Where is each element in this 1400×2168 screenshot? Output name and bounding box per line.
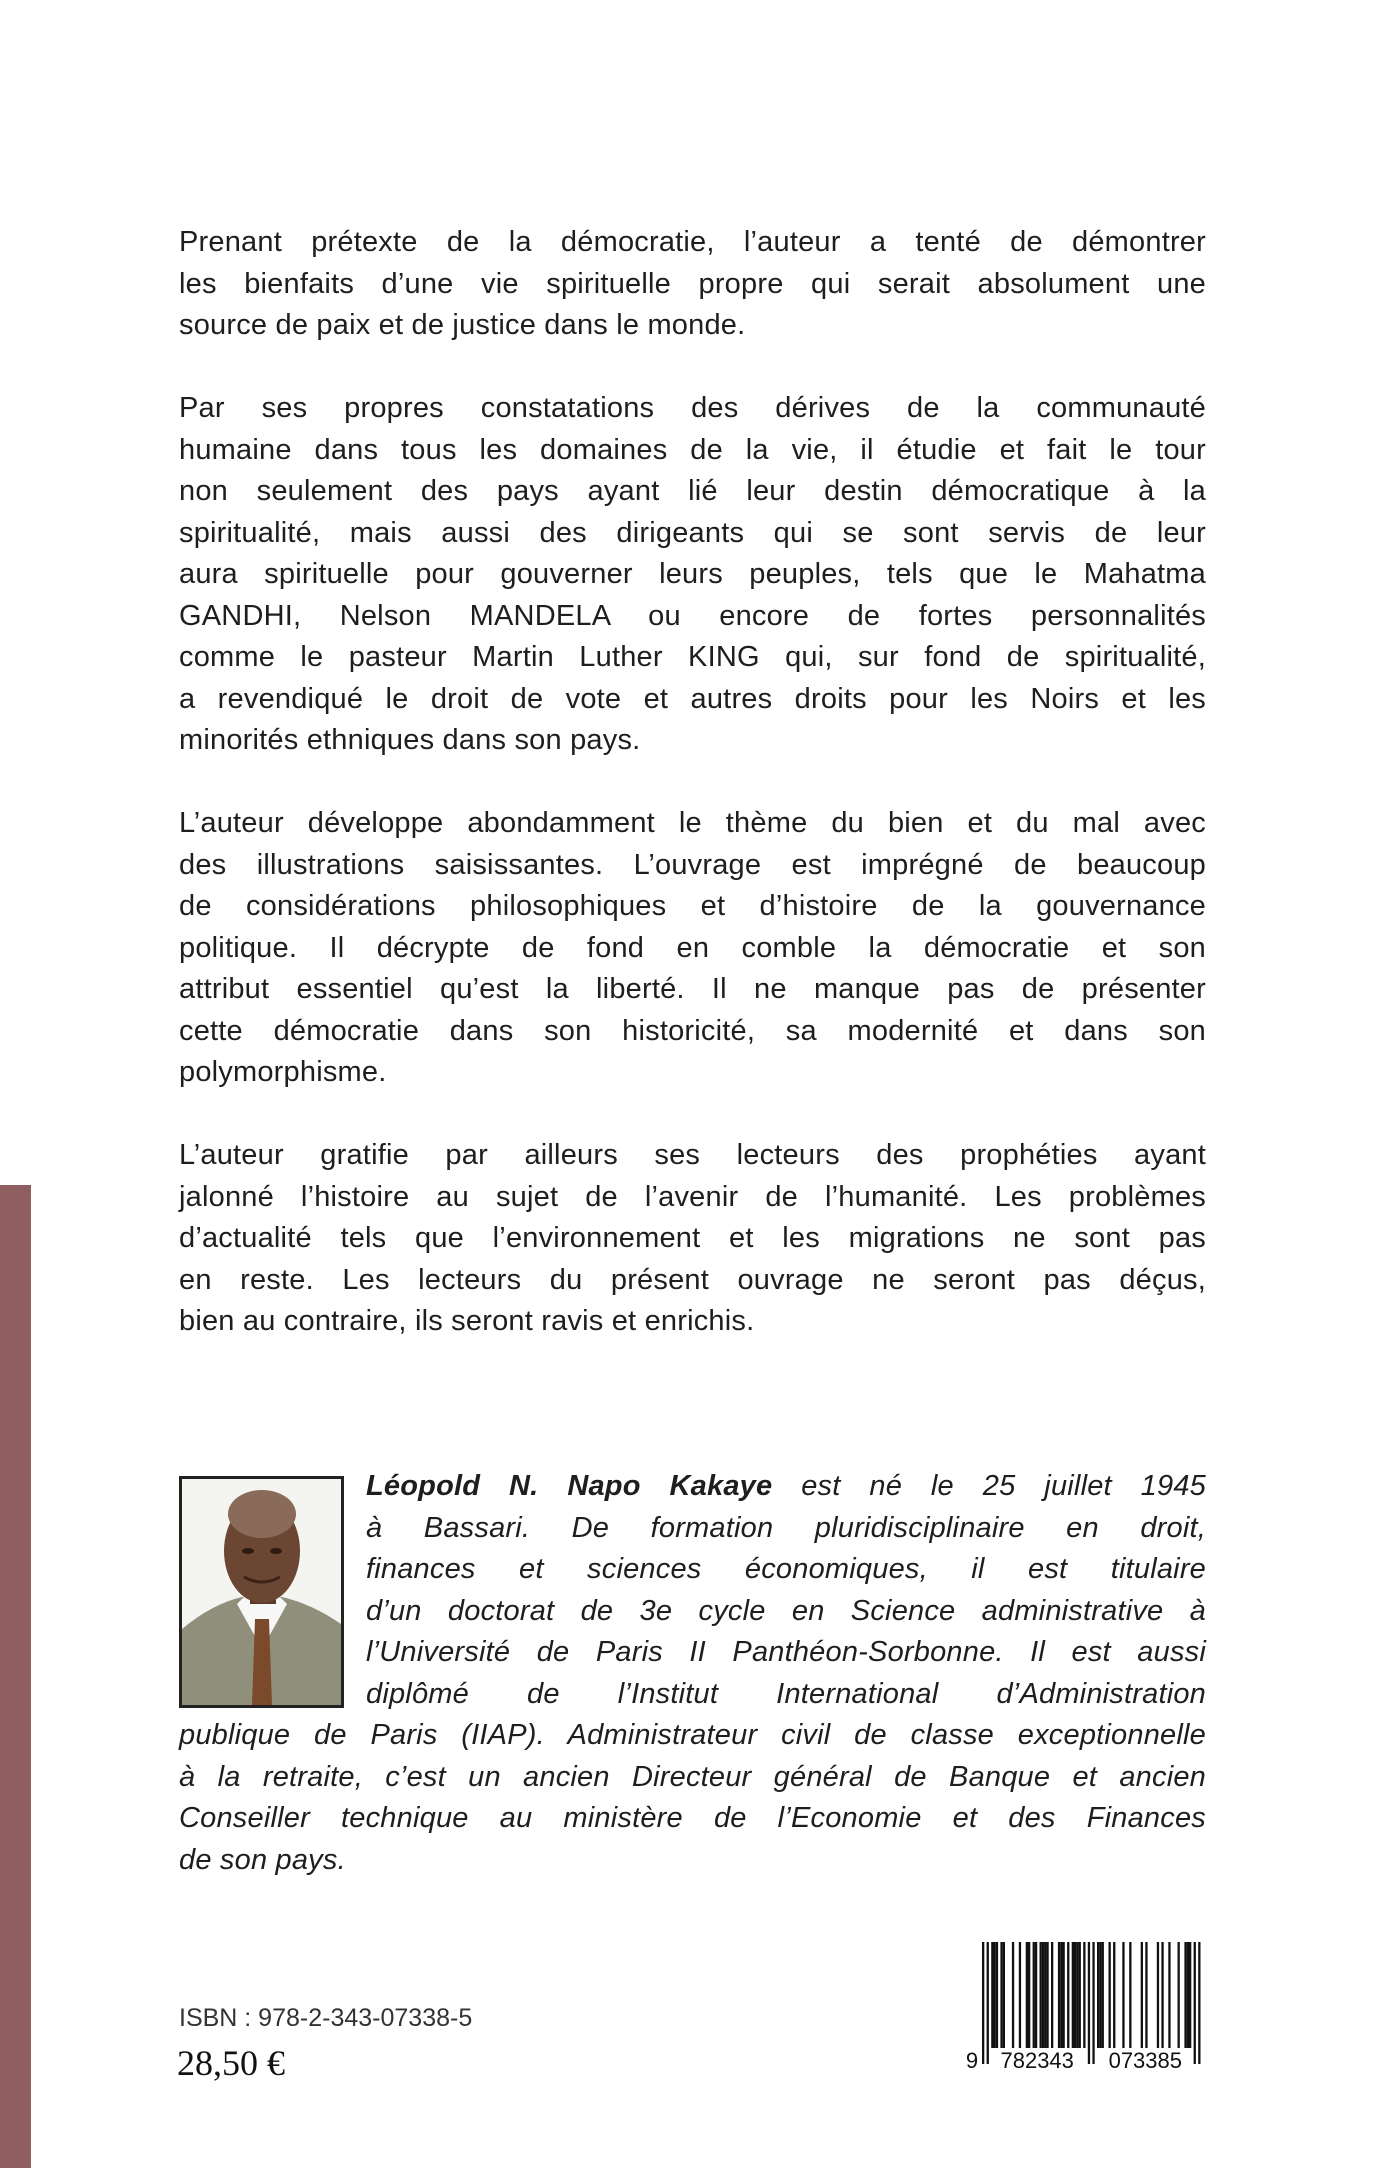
barcode-bar (1028, 1942, 1030, 2048)
barcode-bar (1072, 1942, 1074, 2048)
bio-line: de son pays. (179, 1843, 346, 1876)
barcode-bar (1079, 1942, 1081, 2048)
barcode-bar (1058, 1942, 1060, 2048)
paragraph-gap (179, 347, 1206, 389)
back-cover-blurb (179, 222, 1206, 1343)
blurb-line: des illustrations saisissantes. L’ouvrage est imprégné de beaucoup (179, 848, 1206, 881)
barcode-bar (1000, 1942, 1002, 2048)
barcode-bar (1187, 1942, 1189, 2048)
barcode-bar (991, 1942, 993, 2048)
barcode-bar (1168, 1942, 1170, 2048)
isbn: ISBN : 978-2-343-07338-5 (179, 2004, 473, 2032)
bio-line: diplômé de l’Institut International d’Administration (366, 1677, 1206, 1710)
barcode-bar (1145, 1942, 1147, 2048)
blurb-line: comme le pasteur Martin Luther KING qui, sur fond de spiritualité, (179, 641, 1206, 673)
barcode-bar (1088, 1942, 1090, 2064)
blurb-line: minorités ethniques dans son pays. (179, 724, 641, 756)
blurb-line: Par ses propres constatations des dérives de la communauté (179, 392, 1206, 424)
barcode-bar (1194, 1942, 1196, 2064)
bio-line (366, 1466, 1206, 1508)
blurb-line: jalonné l’histoire au sujet de l’avenir de l’humanité. Les problèmes (179, 1180, 1206, 1213)
blurb-line: cette démocratie dans son historicité, sa modernité et dans son (179, 1014, 1206, 1047)
barcode-bar (1157, 1942, 1159, 2048)
barcode-bar (982, 1942, 984, 2064)
barcode-bar (1161, 1942, 1163, 2048)
barcode-bar (1083, 1942, 1085, 2048)
paragraph-gap (179, 762, 1206, 804)
blurb-line: source de paix et de justice dans le monde. (179, 309, 746, 341)
blurb-line: de considérations philosophiques et d’histoire de la gouvernance (179, 890, 1206, 922)
barcode-bar (996, 1942, 998, 2048)
barcode-bar (1044, 1942, 1046, 2048)
barcode-bar (1129, 1942, 1131, 2048)
bio-text: est né le 25 juillet 1945 (772, 1470, 1206, 1502)
barcode-bar (987, 1942, 989, 2064)
blurb-line: non seulement des pays ayant lié leur destin démocratique à la (179, 475, 1206, 507)
price: 28,50 € (177, 2043, 285, 2083)
blurb-line: en reste. Les lecteurs du présent ouvrage ne seront pas déçus, (179, 1263, 1206, 1296)
blurb-line: attribut essentiel qu’est la liberté. Il ne manque pas de présenter (179, 973, 1206, 1005)
bio-line: d’un doctorat de 3e cycle en Science administrative à (366, 1594, 1206, 1627)
barcode-bar (1046, 1942, 1048, 2048)
blurb-line: L’auteur développe abondamment le thème du bien et du mal avec (179, 807, 1206, 839)
author-biography (179, 1466, 1206, 1881)
bio-line: à la retraite, c’est un ancien Directeur général de Banque et ancien (179, 1760, 1206, 1793)
barcode-bar (1019, 1942, 1021, 2048)
barcode-bar (1184, 1942, 1186, 2048)
barcode-bar (1178, 1942, 1180, 2048)
bio-line: Conseiller technique au ministère de l’Economie et des Finances (179, 1802, 1206, 1834)
barcode-bar (1141, 1942, 1143, 2048)
cover-spine-band (0, 1185, 31, 2168)
bio-line: publique de Paris (IIAP). Administrateur civil de classe exceptionnelle (179, 1719, 1206, 1751)
barcode-bar (1113, 1942, 1115, 2048)
barcode-bar (1060, 1942, 1062, 2048)
barcode-bar (1012, 1942, 1014, 2048)
paragraph-gap (179, 1094, 1206, 1136)
blurb-line: L’auteur gratifie par ailleurs ses lecteurs des prophéties ayant (179, 1139, 1206, 1171)
bio-line: à Bassari. De formation pluridisciplinaire en droit, (366, 1511, 1206, 1544)
author-name: Léopold N. Napo Kakaye (366, 1470, 773, 1502)
barcode-digits: 782343 (1000, 2048, 1074, 2070)
barcode-bar (1099, 1942, 1101, 2048)
barcode-bar (1051, 1942, 1053, 2048)
barcode-bar (1198, 1942, 1200, 2064)
bio-line: l’Université de Paris II Panthéon-Sorbonne. Il est aussi (366, 1636, 1206, 1668)
barcode-bar (1102, 1942, 1104, 2048)
barcode-digits: 073385 (1108, 2048, 1183, 2070)
blurb-line: spiritualité, mais aussi des dirigeants qui se sont servis de leur (179, 516, 1206, 549)
blurb-line: politique. Il décrypte de fond en comble la démocratie et son (179, 931, 1206, 964)
blurb-line: Prenant prétexte de la démocratie, l’auteur a tenté de démontrer (179, 226, 1206, 258)
barcode-bar (1035, 1942, 1037, 2048)
bio-line: finances et sciences économiques, il est titulaire (366, 1553, 1206, 1585)
barcode-bar (1026, 1942, 1028, 2048)
barcode-bar (994, 1942, 996, 2048)
barcode-bar (1067, 1942, 1069, 2048)
blurb-line: GANDHI, Nelson MANDELA ou encore de fortes personnalités (179, 599, 1206, 632)
blurb-line: d’actualité tels que l’environnement et les migrations ne sont pas (179, 1222, 1206, 1254)
barcode-bar (1063, 1942, 1065, 2048)
barcode-digits: 9 (965, 2048, 979, 2070)
barcode-bar (1074, 1942, 1076, 2048)
barcode-bar (1003, 1942, 1005, 2048)
barcode-bar (1076, 1942, 1078, 2048)
blurb-line: a revendiqué le droit de vote et autres droits pour les Noirs et les (179, 682, 1206, 715)
ean-barcode (960, 1942, 1210, 2070)
blurb-line: aura spirituelle pour gouverner leurs peuples, tels que le Mahatma (179, 558, 1206, 590)
barcode-bar (1042, 1942, 1044, 2048)
barcode-bar (1040, 1942, 1042, 2048)
barcode-bar (1033, 1942, 1035, 2048)
barcode-bar (1189, 1942, 1191, 2048)
barcode-bar (1122, 1942, 1124, 2048)
barcode-bar (1097, 1942, 1099, 2048)
blurb-line: bien au contraire, ils seront ravis et enrichis. (179, 1305, 755, 1337)
blurb-line: polymorphisme. (179, 1056, 387, 1088)
blurb-line: les bienfaits d’une vie spirituelle propre qui serait absolument une (179, 267, 1206, 300)
barcode-bar (1109, 1942, 1111, 2048)
barcode-bar (1092, 1942, 1094, 2064)
blurb-line: humaine dans tous les domaines de la vie, il étudie et fait le tour (179, 433, 1206, 466)
